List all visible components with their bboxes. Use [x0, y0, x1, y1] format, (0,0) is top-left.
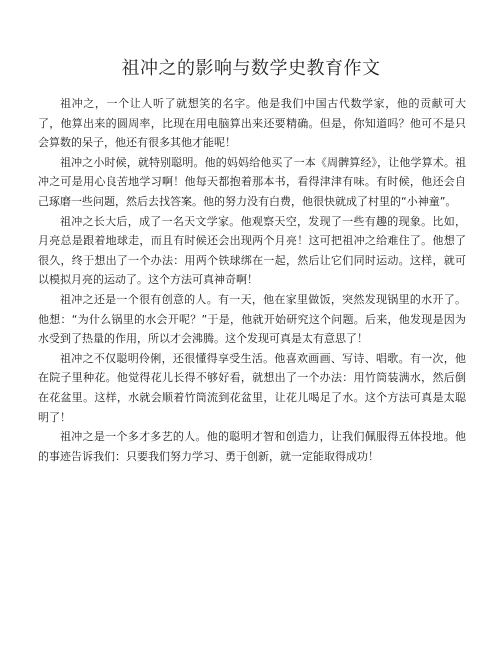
paragraph: 祖冲之小时候，就特别聪明。他的妈妈给他买了一本《周髀算经》，让他学算术。祖冲之可是用心良苦地学习啊！他每天都抱着那本书，看得津津有味。有时候，他还会自己琢磨一些问题，然后去找答案。他的努力没有白费，他很快就成了村里的“小神童”。 [38, 155, 466, 208]
paragraph: 祖冲之还是一个很有创意的人。有一天，他在家里做饭，突然发现锅里的水开了。他想：“为什么锅里的水会开呢？”于是，他就开始研究这个问题。后来，他发现是因为水受到了热量的作用，所以才会沸腾。这个发现可真是太有意思了！ [38, 292, 466, 346]
document-title: 祖冲之的影响与数学史教育作文 [121, 58, 381, 79]
paragraph: 祖冲之是一个多才多艺的人。他的聪明才智和创造力，让我们佩服得五体投地。他的事迹告诉我们：只要我们努力学习、勇于创新，就一定能取得成功！ [38, 430, 466, 463]
paragraph: 祖冲之不仅聪明伶俐，还很懂得享受生活。他喜欢画画、写诗、唱歌。有一次，他在院子里种花。他觉得花儿长得不够好看，就想出了一个办法：用竹筒装满水，然后倒在花盆里。这样，水就会顺着竹筒流到花盆里，让花儿喝足了水。这个方法可真是太聪明了！ [38, 351, 466, 424]
document-body [38, 94, 466, 466]
paragraph: 祖冲之长大后，成了一名天文学家。他观察天空，发现了一些有趣的现象。比如，月亮总是跟着地球走，而且有时候还会出现两个月亮！这可把祖冲之给难住了。他想了很久，终于想出了一个办法：用两个铁球绑在一起，然后让它们同时运动。这样，就可以模拟月亮的运动了。这个方法可真神奇啊！ [38, 214, 466, 287]
paragraph: 祖冲之，一个让人听了就想笑的名字。他是我们中国古代数学家，他的贡献可大了，他算出来的圆周率，比现在用电脑算出来还要精确。但是，你知道吗？他可不是只会算数的呆子，他还有很多其他才能呢！ [38, 97, 466, 150]
